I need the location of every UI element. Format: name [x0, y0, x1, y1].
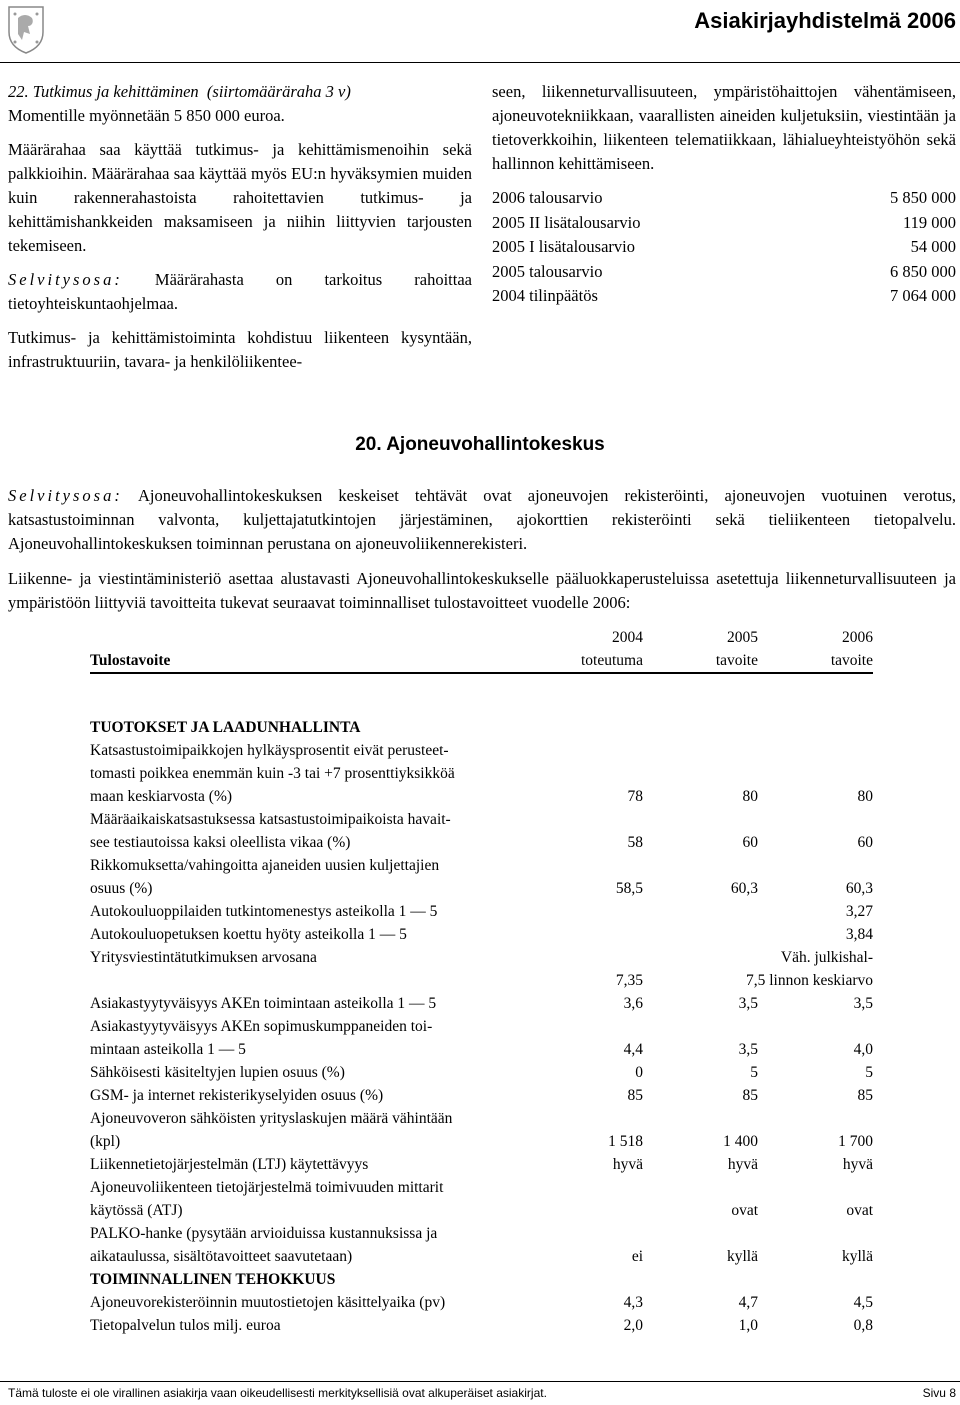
row-label: osuus (%) — [90, 880, 153, 897]
sub-2005: tavoite — [643, 649, 758, 673]
left-column — [8, 80, 472, 374]
row-value-2004 — [528, 1199, 643, 1222]
footer-note: Tämä tuloste ei ole virallinen asiakirja vaan oikeudellisesti merkityksellisiä ovat alkuperäiset asiakirjat. — [8, 1386, 547, 1400]
budget-row — [492, 186, 956, 211]
row-value-2005-2006: 7,5 linnon keskiarvo — [746, 972, 873, 989]
table-row — [90, 1199, 873, 1222]
table-row — [90, 1015, 873, 1038]
table-row — [90, 785, 873, 808]
row-value-2005: hyvä — [727, 1156, 758, 1173]
header-rule — [0, 62, 960, 63]
row-label: Katsastustoimipaikkojen hylkäysprosentit eivät perusteet- — [90, 742, 449, 759]
row-label: maan keskiarvosta (%) — [90, 788, 233, 805]
budget-label: 2004 tilinpäätös — [492, 286, 598, 305]
row-value-2006: 3,84 — [845, 926, 873, 943]
footer-rule — [0, 1381, 960, 1382]
row-value-2005: kyllä — [727, 1248, 758, 1265]
row-value-2006: 4,5 — [853, 1294, 873, 1311]
table-row — [90, 1222, 873, 1245]
row-value-2006: 3,5 — [853, 995, 873, 1012]
table-row — [90, 739, 873, 762]
table-row — [90, 831, 873, 854]
budget-list — [492, 186, 956, 309]
item-heading-note: (siirtomääräraha 3 v) — [206, 82, 351, 101]
row-value-2004: hyvä — [612, 1156, 643, 1173]
row-value-2004: 4,3 — [623, 1294, 643, 1311]
page-number: Sivu 8 — [922, 1386, 956, 1400]
row-value-2005: 3,5 — [738, 995, 758, 1012]
row-label: Ajoneuvoliikenteen tietojärjestelmä toimivuuden mittarit — [90, 1179, 444, 1196]
table-row — [90, 992, 873, 1015]
usage-paragraph: Määrärahaa saa käyttää tutkimus- ja kehittämismenoihin sekä palkkioihin. Määrärahaa saa käyttää myös EU:n hyväksymien muiden kuin rakennerahastoista rahoitettavien tutkimus- ja kehittämishankkeiden maksamiseen ja niihin liittyvien tarjousten tekemiseen. — [8, 140, 472, 255]
row-value-2005: 3,5 — [738, 1041, 758, 1058]
row-value-2006: 3,27 — [845, 903, 873, 920]
row-value-2004: 4,4 — [623, 1041, 643, 1058]
budget-label: 2005 II lisätalousarvio — [492, 212, 641, 232]
budget-row — [492, 260, 956, 285]
row-value-2004: 85 — [627, 1087, 643, 1104]
row-value-2004: 2,0 — [623, 1317, 643, 1334]
table-header-years — [90, 626, 873, 649]
row-value-2005: 60,3 — [730, 880, 758, 897]
table-row — [90, 969, 873, 992]
budget-label: 2005 talousarvio — [492, 261, 603, 281]
table-row — [90, 808, 873, 831]
budget-row — [492, 211, 956, 236]
row-label: Liikennetietojärjestelmän (LTJ) käytettävyys — [90, 1156, 369, 1173]
row-value-2005-2006: Väh. julkishal- — [780, 949, 873, 966]
budget-value: 5 850 000 — [890, 188, 956, 207]
table-row — [90, 1153, 873, 1176]
group-title: TOIMINNALLINEN TEHOKKUUS — [90, 1271, 336, 1288]
budget-value: 54 000 — [910, 237, 956, 256]
budget-label: 2005 I lisätalousarvio — [492, 237, 635, 256]
budget-value: 119 000 — [902, 212, 956, 232]
coat-of-arms-logo — [6, 4, 46, 54]
targets-table — [90, 626, 873, 1337]
row-value-2006: 80 — [857, 788, 873, 805]
row-label: tomasti poikkea enemmän kuin -3 tai +7 prosenttiyksikköä — [90, 765, 455, 782]
table-header-label: Tulostavoite — [90, 649, 528, 673]
table-row — [90, 923, 873, 946]
row-value-2005: ovat — [731, 1202, 758, 1219]
table-row — [90, 1291, 873, 1314]
row-label: Rikkomuksetta/vahingoitta ajaneiden uusien kuljettajien — [90, 857, 440, 874]
budget-row — [492, 284, 956, 309]
row-value-2004: 58 — [627, 834, 643, 851]
section-explanation — [8, 484, 956, 556]
row-label: Asiakastyytyväisyys AKEn sopimuskumppaneiden toi- — [90, 1018, 433, 1035]
table-row — [90, 1176, 873, 1199]
group-title: TUOTOKSET JA LAADUNHALLINTA — [90, 719, 361, 736]
table-row — [90, 1130, 873, 1153]
row-label: mintaan asteikolla 1 — 5 — [90, 1041, 246, 1058]
row-label: käytössä (ATJ) — [90, 1202, 183, 1219]
group-heading — [90, 1268, 873, 1291]
table-row — [90, 1245, 873, 1268]
section-title: 20. Ajoneuvohallintokeskus — [355, 434, 605, 455]
row-value-2004: 58,5 — [615, 880, 643, 897]
table-row — [90, 1061, 873, 1084]
sub-2006: tavoite — [758, 649, 873, 673]
row-label: aikataulussa, sisältötavoitteet saavutetaan) — [90, 1248, 353, 1265]
explanation-label: Selvitysosa: — [8, 270, 123, 289]
row-value-2005: 80 — [742, 788, 758, 805]
row-value-2005: 1,0 — [738, 1317, 758, 1334]
item-heading — [8, 80, 472, 104]
row-value-2005 — [643, 923, 758, 946]
table-row — [90, 854, 873, 877]
sub-2004: toteutuma — [528, 649, 643, 673]
table-header-subs — [90, 649, 873, 673]
row-label: Ajoneuvorekisteröinnin muutostietojen käsittelyaika (pv) — [90, 1294, 446, 1311]
row-label: Autokouluopetuksen koettu hyöty asteikolla 1 — 5 — [90, 926, 407, 943]
row-label: PALKO-hanke (pysytään arvioiduissa kustannuksissa ja — [90, 1225, 438, 1242]
appropriation-text: Momentille myönnetään 5 850 000 euroa. — [8, 106, 285, 125]
row-value-2006: 85 — [857, 1087, 873, 1104]
row-label: see testiautoissa kaksi oleellista vikaa (%) — [90, 834, 351, 851]
group-heading — [90, 716, 873, 739]
row-value-2005: 60 — [742, 834, 758, 851]
row-value-2004: 0 — [635, 1064, 643, 1081]
row-label: Asiakastyytyväisyys AKEn toimintaan asteikolla 1 — 5 — [90, 995, 437, 1012]
budget-value: 7 064 000 — [890, 286, 956, 305]
table-row — [90, 1314, 873, 1337]
document-title: Asiakirjayhdistelmä 2006 — [694, 8, 956, 33]
research-paragraph: Tutkimus- ja kehittämistoiminta kohdistuu liikenteen kysyntään, infrastruktuuriin, tavara- ja henkilöliikentee- — [8, 328, 472, 371]
row-label: GSM- ja internet rekisterikyselyiden osuus (%) — [90, 1087, 384, 1104]
row-value-2006: 5 — [865, 1064, 873, 1081]
year-2006: 2006 — [842, 629, 873, 646]
row-label: Yritysviestintätutkimuksen arvosana — [90, 949, 317, 966]
section-targets-intro: Liikenne- ja viestintäministeriö asettaa alustavasti Ajoneuvohallintokeskukselle pääluokkaperusteluissa asetettuja liikenneturvallisuuteen ja ympäristöön liittyviä tavoitteita tukevat seuraavat toiminnalliset tulostavoitteet vuodelle 2006: — [8, 569, 956, 612]
row-value-2006: 60,3 — [845, 880, 873, 897]
row-label: Autokouluoppilaiden tutkintomenestys asteikolla 1 — 5 — [90, 903, 438, 920]
table-row — [90, 877, 873, 900]
explanation-paragraph — [8, 268, 472, 316]
table-row — [90, 1038, 873, 1061]
year-2004: 2004 — [612, 629, 643, 646]
row-value-2004: 7,35 — [615, 972, 643, 989]
row-label: (kpl) — [90, 1133, 121, 1150]
row-value-2004 — [528, 900, 643, 923]
row-label: Sähköisesti käsiteltyjen lupien osuus (%) — [90, 1064, 345, 1081]
row-value-2006: ovat — [846, 1202, 873, 1219]
year-2005: 2005 — [727, 629, 758, 646]
row-label: Määräaikaiskatsastuksessa katsastustoimipaikoista havait- — [90, 811, 451, 828]
row-value-2006: 1 700 — [838, 1133, 873, 1150]
row-value-2004: 3,6 — [623, 995, 643, 1012]
table-row — [90, 946, 873, 969]
section-explanation-text: Ajoneuvohallintokeskuksen keskeiset tehtävät ovat ajoneuvojen rekisteröinti, ajoneuvojen vuotuinen verotus, katsastustoiminnan valvonta, kuljettajatutkintojen järjestäminen, ajokorttien rekisteröinti sekä tieliikenteen tietopalvelu. Ajoneuvohallintokeskuksen toiminnan perustana on ajoneuvoliikennerekisteri. — [8, 486, 956, 553]
item-heading-title: 22. Tutkimus ja kehittäminen — [8, 82, 199, 101]
row-value-2004: ei — [631, 1248, 643, 1265]
row-value-2006: 4,0 — [853, 1041, 873, 1058]
row-value-2005: 4,7 — [738, 1294, 758, 1311]
row-label: Ajoneuvoveron sähköisten yrityslaskujen määrä vähintään — [90, 1110, 453, 1127]
table-row — [90, 1107, 873, 1130]
table-row — [90, 1084, 873, 1107]
row-value-2004: 1 518 — [608, 1133, 643, 1150]
footer — [8, 1386, 956, 1400]
right-column — [492, 80, 956, 309]
table-row — [90, 900, 873, 923]
budget-value: 6 850 000 — [890, 261, 956, 281]
row-value-2006: 60 — [857, 834, 873, 851]
row-value-2005 — [643, 900, 758, 923]
row-value-2004: 78 — [627, 788, 643, 805]
row-label: Tietopalvelun tulos milj. euroa — [90, 1317, 281, 1334]
row-value-2005: 85 — [742, 1087, 758, 1104]
row-value-2004 — [528, 923, 643, 946]
budget-row — [492, 235, 956, 260]
row-value-2005: 1 400 — [723, 1133, 758, 1150]
research-continuation: seen, liikenneturvallisuuteen, ympäristöhaittojen vähentämiseen, ajoneuvotekniikkaan, vaarallisten aineiden kuljetuksiin, viestintään ja tietoverkkoihin, liikenteen telematiikkaan, lähialueyhteistyöhön sekä hallinnon kehittämiseen. — [492, 82, 956, 173]
section-explanation-label: Selvitysosa: — [8, 486, 123, 505]
table-row — [90, 762, 873, 785]
row-value-2006: hyvä — [842, 1156, 873, 1173]
row-value-2006: 0,8 — [853, 1317, 873, 1334]
budget-label: 2006 talousarvio — [492, 188, 603, 207]
row-value-2006: kyllä — [842, 1248, 873, 1265]
row-value-2005: 5 — [750, 1064, 758, 1081]
explanation-text: Määrärahasta on tarkoitus rahoittaa tietoyhteiskuntaohjelmaa. — [8, 270, 472, 313]
